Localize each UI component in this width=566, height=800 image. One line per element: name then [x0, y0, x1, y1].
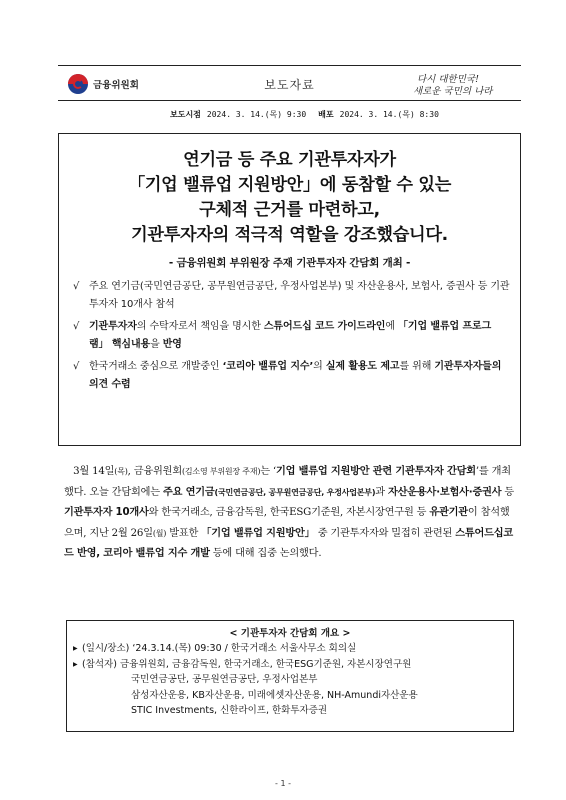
body-text-bold: 주요 연기금: [162, 486, 215, 498]
logo-text: 금융위원회: [93, 80, 139, 91]
attendee-line: 국민연금공단, 공무원연금공단, 우정사업본부: [131, 674, 318, 685]
headline-line: 기관투자자의 적극적 역할을 강조했습니다.: [131, 225, 448, 245]
check-mark-icon: √: [73, 321, 80, 332]
body-text-bold: 기업 밸류업 지원방안 관련 기관투자자 간담회: [275, 466, 476, 477]
body-paragraph: [64, 462, 516, 565]
body-text-bold: 유관기관: [429, 507, 468, 518]
summary-bullets: [73, 278, 510, 394]
summary-bullet: [73, 318, 510, 354]
overview-row-value: ‘24.3.14.(목) 09:30 / 한국거래소 서울사무소 회의실: [132, 643, 357, 654]
body-text: 3월 14일: [73, 466, 115, 477]
slogan-line1: 다시 대한민국!: [417, 74, 479, 85]
bullet-text: 를 위해: [399, 361, 435, 372]
body-text-bold: 기관투자자 10개사: [64, 507, 149, 518]
body-text: 과: [375, 486, 388, 498]
overview-row: [67, 657, 513, 673]
body-text-bold: 자산운용사·보험사·증권사: [387, 486, 502, 498]
headline: [59, 148, 520, 248]
overview-row-label: (일시/장소): [82, 643, 133, 654]
release-value: 2024. 3. 14.(목) 9:30: [206, 110, 307, 119]
headline-line: 「기업 밸류업 지원방안」에 동참할 수 있는: [127, 175, 452, 195]
check-mark-icon: √: [73, 281, 80, 292]
press-header: [58, 65, 521, 101]
body-text-small: (월): [152, 528, 167, 538]
overview-row: [67, 641, 513, 657]
body-text-bold: 스튜어드십코드 반영, 코리아 밸류업 지수 개발: [64, 527, 514, 559]
overview-row-label: (참석자): [82, 658, 120, 670]
attendee-line: STIC Investments, 신한라이프, 한화투자증권: [131, 705, 328, 716]
triangle-bullet-icon: ▶: [73, 645, 78, 652]
body-text-small: (김소영 부위원장 주재): [181, 467, 261, 476]
body-text-small-bold: (국민연금공단, 공무원연금공단, 우정사업본부): [214, 487, 376, 497]
slogan-handwriting: [411, 70, 509, 98]
summary-bullet: [73, 278, 510, 314]
bullet-text: 한국거래소 중심으로 개발중인: [89, 361, 223, 372]
bullet-text: 에: [385, 321, 398, 332]
body-text: 등: [501, 486, 515, 498]
bullet-text: 주요 연기금(국민연금공단, 공무원연금공단, 우정사업본부) 및 자산운용사, 보험사, 증권사 등 기관투자자 10개사 참석: [89, 281, 510, 310]
bullet-text: 의 수탁자로서 책임을 명시한: [136, 321, 264, 332]
slogan-line2: 새로운 국민의 나라: [413, 86, 493, 97]
body-text: 중 기관투자자와 밀접히 관련된: [314, 527, 456, 539]
check-mark-icon: √: [73, 361, 80, 372]
doc-type-title: 보도자료: [264, 78, 315, 92]
body-text: ’를 개최했다. 오늘 간담회에는: [64, 466, 511, 498]
release-dates: [170, 109, 439, 120]
distribution-label: 배포: [318, 110, 334, 119]
meeting-overview-box: [66, 620, 514, 732]
bullet-text-bold: 실제 활용도 제고: [325, 361, 400, 372]
body-text-bold: 「기업 밸류업 지원방안」: [201, 527, 315, 539]
body-text: , 금융위원회: [127, 466, 182, 477]
distribution-value: 2024. 3. 14.(목) 8:30: [339, 110, 439, 119]
bullet-text-bold: 「기업 밸류업 프로그램」 핵심내용: [89, 321, 492, 350]
body-text: 이 참석했으며, 지난 2월 26일: [64, 507, 510, 539]
overview-title: < 기관투자자 간담회 개요 >: [229, 628, 351, 639]
body-text: 등에 대해 집중 논의했다.: [209, 548, 322, 559]
bullet-text-bold: ‘코리아 밸류업 지수’: [222, 361, 314, 372]
summary-box: [58, 133, 521, 446]
release-label: 보도시점: [170, 110, 201, 119]
body-text-small: (목): [114, 467, 128, 476]
body-text: 발표한: [166, 527, 202, 539]
bullet-text-bold: 기관투자자들의 의견 수렴: [89, 361, 502, 390]
body-text: 와 한국거래소, 금융감독원, 한국ESG기준원, 자본시장연구원 등: [148, 507, 430, 518]
headline-line: 연기금 등 주요 기관투자자가: [183, 150, 396, 170]
page-number: - 1 -: [275, 779, 291, 788]
summary-bullet: [73, 358, 510, 394]
attendee-line: 삼성자산운용, KB자산운용, 미래에셋자산운용, NH-Amundi자산운용: [131, 689, 418, 701]
bullet-text: 을: [150, 339, 163, 350]
triangle-bullet-icon: ▶: [73, 660, 78, 668]
bullet-text: 의: [313, 361, 326, 372]
bullet-text-bold: 기관투자자: [89, 321, 137, 332]
bullet-text-bold: 반영: [162, 339, 182, 350]
body-text: 는 ‘: [260, 466, 276, 477]
overview-row-value: 금융위원회, 금융감독원, 한국거래소, 한국ESG기준원, 자본시장연구원: [119, 658, 412, 670]
subtitle: - 금융위원회 부위원장 주재 기관투자자 간담회 개최 -: [168, 257, 411, 269]
bullet-text-bold: 스튜어드십 코드 가이드라인: [263, 321, 386, 332]
headline-line: 구체적 근거를 마련하고,: [199, 200, 380, 220]
